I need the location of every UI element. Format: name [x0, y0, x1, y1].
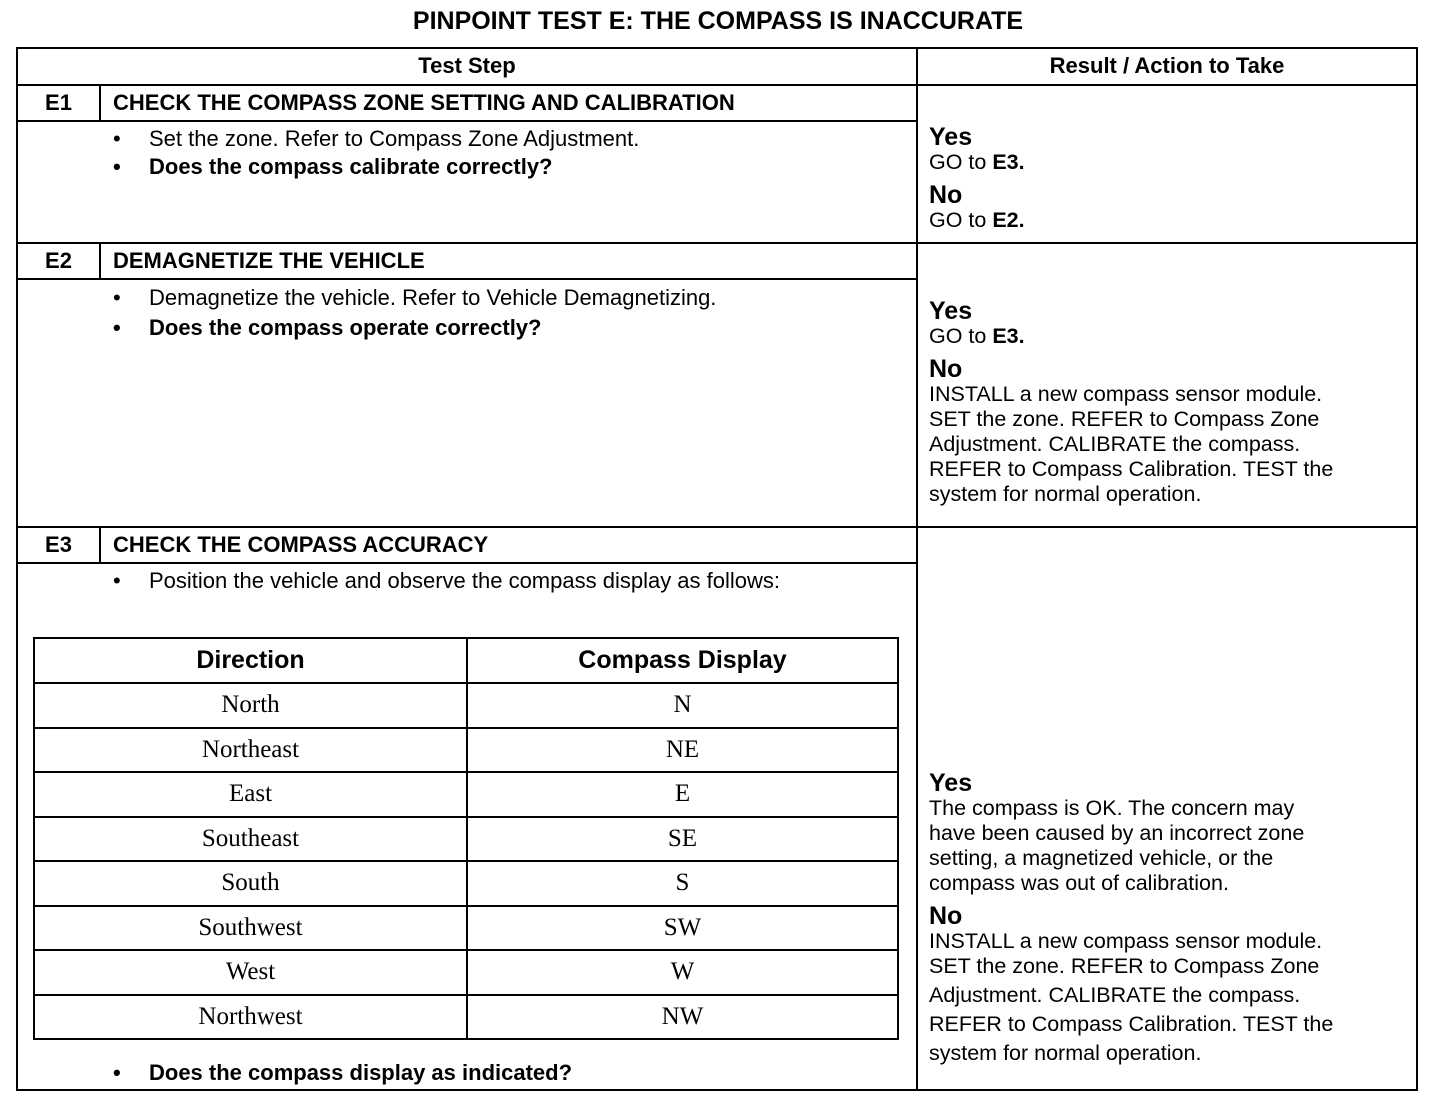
table-row [34, 950, 898, 995]
direction-cell: North [34, 683, 467, 728]
display-cell: SE [467, 817, 898, 862]
display-cell: SW [467, 906, 898, 951]
direction-cell: West [34, 950, 467, 995]
compass-display-table [33, 637, 899, 1040]
step-heading-e1: CHECK THE COMPASS ZONE SETTING AND CALIBRATION [113, 90, 735, 115]
display-cell: S [467, 861, 898, 906]
display-cell: W [467, 950, 898, 995]
table-row [34, 728, 898, 773]
table-row [34, 683, 898, 728]
table-header-row [34, 638, 898, 683]
step-id-e1: E1 [45, 90, 72, 115]
direction-cell: Northwest [34, 995, 467, 1040]
step-id-e3: E3 [45, 532, 72, 557]
direction-cell: Northeast [34, 728, 467, 773]
display-cell: N [467, 683, 898, 728]
header-test-step: Test Step [418, 53, 516, 78]
table-row [34, 995, 898, 1040]
step-heading-e2: DEMAGNETIZE THE VEHICLE [113, 248, 425, 273]
step-id-e2: E2 [45, 248, 72, 273]
table-row [34, 861, 898, 906]
display-cell: NE [467, 728, 898, 773]
direction-cell: South [34, 861, 467, 906]
column-header-display: Compass Display [467, 638, 898, 683]
direction-cell: Southeast [34, 817, 467, 862]
table-row [34, 772, 898, 817]
table-row [34, 906, 898, 951]
page-title: PINPOINT TEST E: THE COMPASS IS INACCURATE [412, 7, 1024, 35]
display-cell: NW [467, 995, 898, 1040]
header-result: Result / Action to Take [1049, 53, 1285, 78]
display-cell: E [467, 772, 898, 817]
result-e3: Yes The compass is OK. The concern may have been caused by an incorrect zone setting, a magnetized vehicle, or the compass was out of calibration. No INSTALL a new compass sensor module. SET the zone. REFER to Compass Zone Adjustment. CALIBRATE the compass. REFER to Compass Calibration. TEST the system for normal operation. [929, 769, 1334, 1065]
column-header-direction: Direction [34, 638, 467, 683]
step-heading-e3: CHECK THE COMPASS ACCURACY [113, 532, 489, 557]
direction-cell: East [34, 772, 467, 817]
direction-cell: Southwest [34, 906, 467, 951]
table-row [34, 817, 898, 862]
result-e1: Yes GO to E3. No GO to E2. [929, 123, 1025, 232]
result-e2: Yes GO to E3. No INSTALL a new compass sensor module. SET the zone. REFER to Compass Zone Adjustment. CALIBRATE the compass. REFER to Compass Calibration. TEST the system for normal operation. [929, 297, 1334, 506]
